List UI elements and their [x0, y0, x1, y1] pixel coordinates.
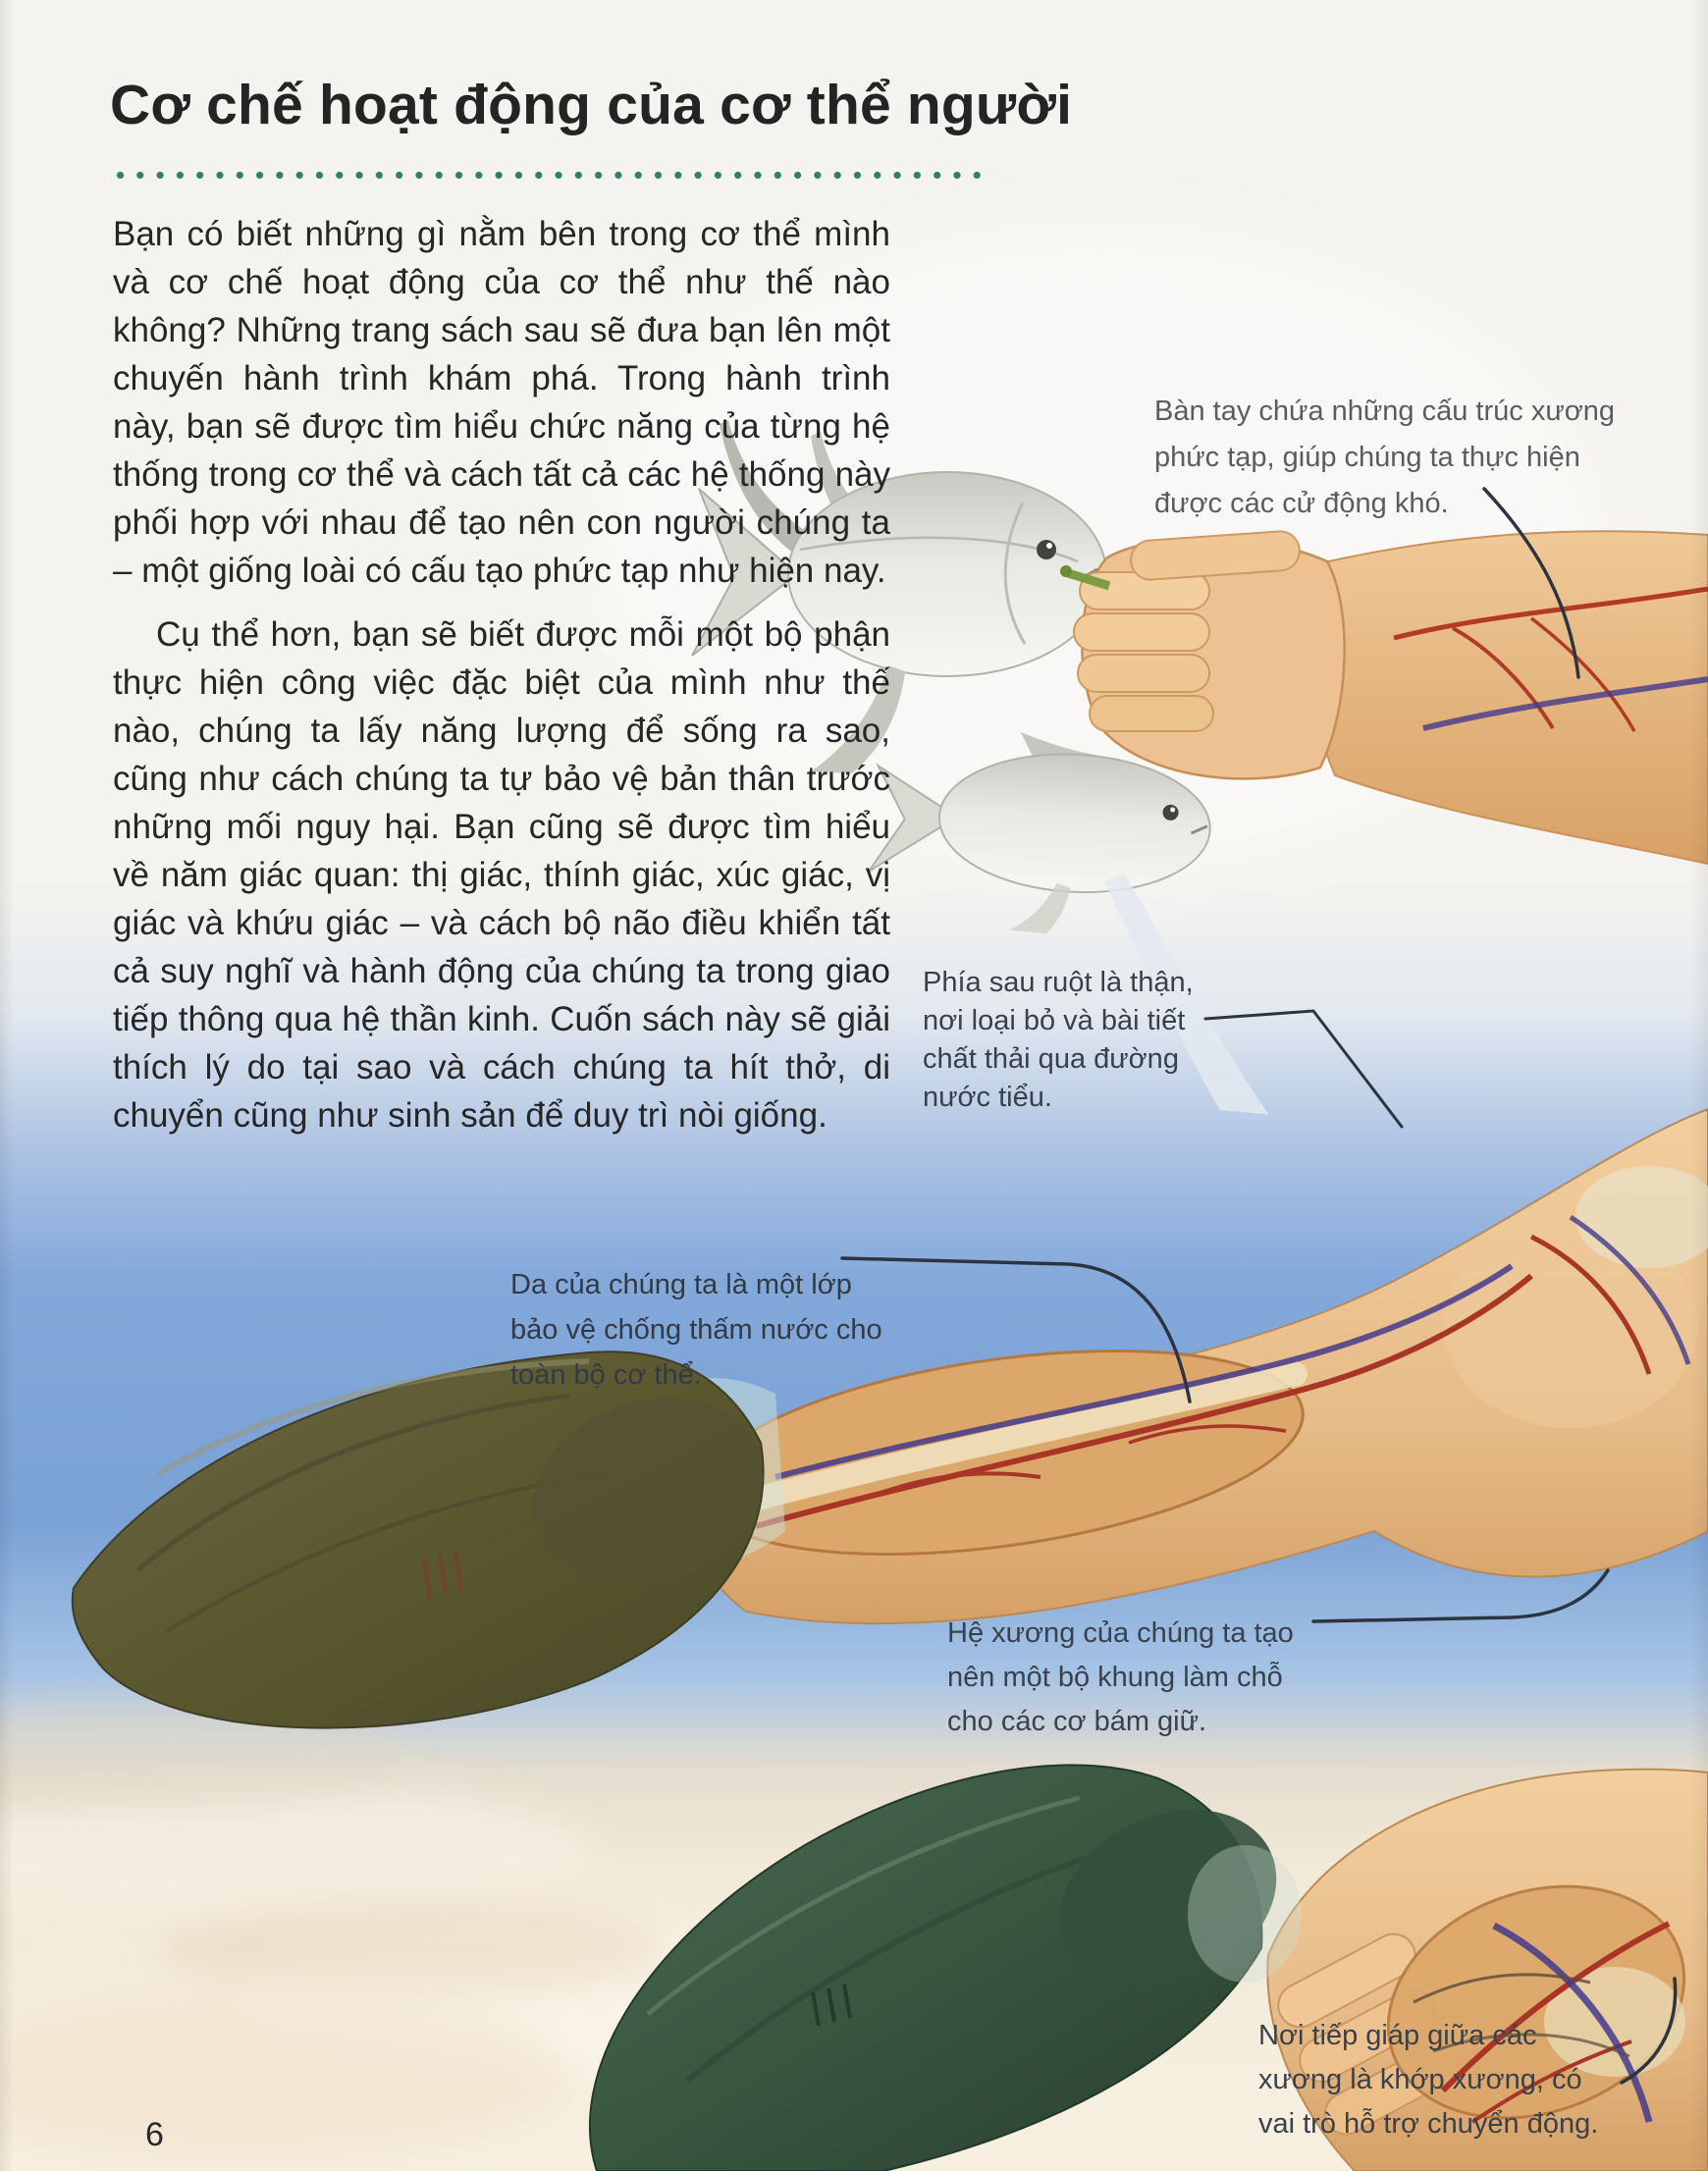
callout-skin — [510, 1262, 882, 1398]
callout-line: chất thải qua đường — [923, 1043, 1179, 1075]
callout-line: Bàn tay chứa những cấu trúc xương — [1154, 396, 1616, 427]
page-left-edge-shadow — [0, 0, 14, 2171]
callout-line: Phía sau ruột là thận, — [923, 967, 1194, 998]
callout-line: Da của chúng ta là một lớp — [510, 1269, 852, 1300]
callout-line: Nơi tiếp giáp giữa các — [1258, 2020, 1537, 2051]
callout-line: toàn bộ cơ thể. — [510, 1359, 702, 1391]
intro-paragraph-1: Bạn có biết những gì nằm bên trong cơ thể mình và cơ chế hoạt động của cơ thể như thế nào không? Những trang sách sau sẽ đưa bạn lên một chuyến hành trình khám phá. Trong hành trình này, bạn sẽ được tìm hiểu chức năng của từng hệ thống trong cơ thể và cách tất cả các hệ thống này phối hợp với nhau để tạo nên con người chúng ta – một giống loài có cấu tạo phức tạp như hiện nay. — [113, 215, 890, 590]
callout-line: nên một bộ khung làm chỗ — [947, 1662, 1283, 1693]
callout-line: nơi loại bỏ và bài tiết — [923, 1005, 1186, 1036]
callout-line: nước tiểu. — [923, 1082, 1052, 1113]
callout-line: vai trò hỗ trợ chuyển động. — [1258, 2108, 1599, 2140]
dotted-divider — [116, 171, 993, 180]
callout-line: bảo vệ chống thấm nước cho — [510, 1314, 882, 1346]
callout-line: Hệ xương của chúng ta tạo — [947, 1617, 1294, 1649]
page-number: 6 — [145, 2116, 164, 2153]
callout-line: được các cử động khó. — [1154, 488, 1449, 519]
page-right-edge-shadow — [1690, 0, 1708, 2171]
skeleton-leader-line — [1313, 1570, 1608, 1621]
callout-hand-bones — [1154, 389, 1615, 527]
callout-kidneys — [923, 964, 1194, 1117]
intro-text — [113, 210, 890, 1139]
page-title: Cơ chế hoạt động của cơ thể người — [110, 74, 1073, 137]
intro-paragraph-2: Cụ thể hơn, bạn sẽ biết được mỗi một bộ phận thực hiện công việc đặc biệt của mình như thế nào, chúng ta lấy năng lượng để sống ra sao, cũng như cách chúng ta tự bảo vệ bản thân trước những mối nguy hại. Bạn cũng sẽ được tìm hiểu về năm giác quan: thị giác, thính giác, xúc giác, vị giác và khứu giác – và cách bộ não điều khiển tất cả suy nghĩ và hành động của chúng ta trong giao tiếp thông qua hệ thần kinh. Cuốn sách này sẽ giải thích lý do tại sao và cách chúng ta hít thở, di chuyển cũng như sinh sản để duy trì nòi giống. — [113, 615, 890, 1135]
callout-line: cho các cơ bám giữ. — [947, 1706, 1207, 1737]
swim-fin-top-icon — [73, 1351, 789, 1727]
callout-skeleton — [947, 1612, 1294, 1744]
callout-joints — [1258, 2014, 1598, 2146]
callout-line: phức tạp, giúp chúng ta thực hiện — [1154, 442, 1580, 473]
callout-line: xương là khớp xương, có — [1258, 2064, 1582, 2095]
